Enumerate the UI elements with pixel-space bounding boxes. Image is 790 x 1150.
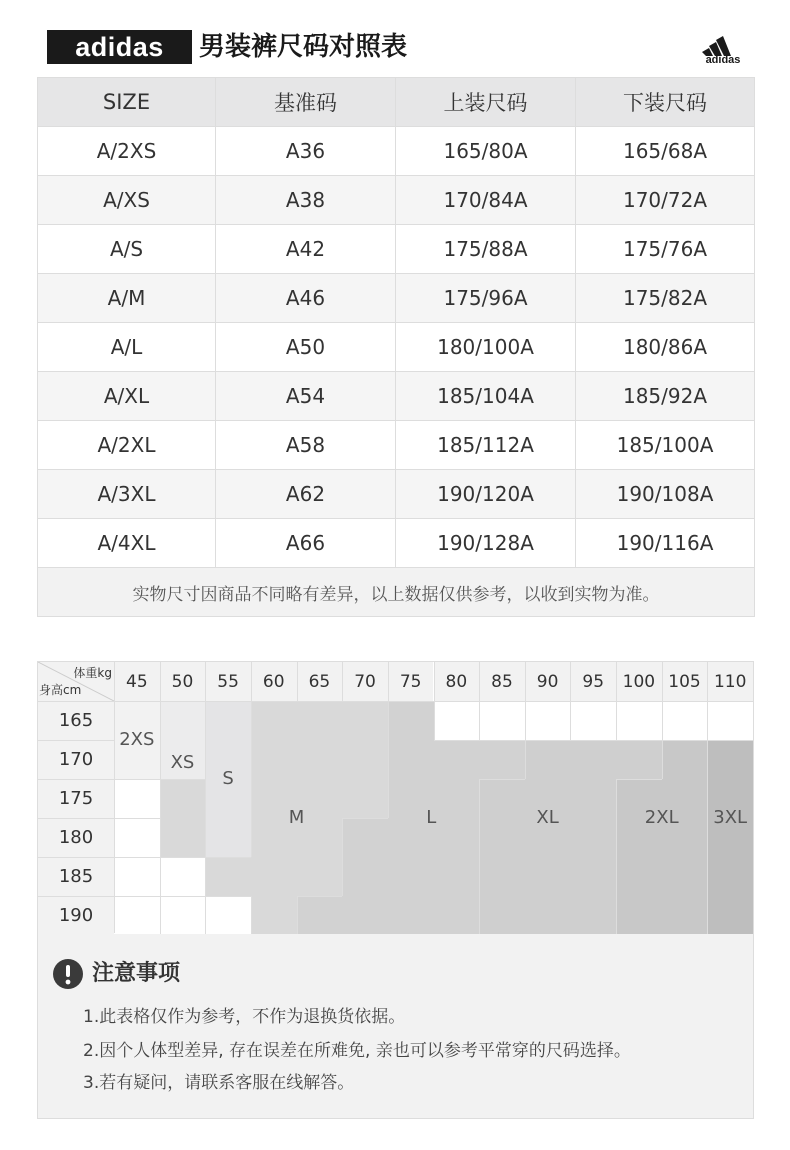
table-cell: 165/68A bbox=[576, 127, 755, 176]
size-cell-l bbox=[342, 857, 388, 897]
grid-line bbox=[38, 857, 114, 858]
table-row bbox=[38, 274, 755, 323]
weight-axis-label: 体重kg bbox=[73, 666, 112, 680]
size-region-label-l: L bbox=[426, 807, 437, 828]
weight-header-100: 100 bbox=[616, 662, 662, 701]
grid-line bbox=[479, 779, 480, 818]
logo-wordmark: adidas bbox=[705, 54, 741, 66]
table-cell: 190/116A bbox=[576, 519, 755, 568]
grid-line bbox=[662, 662, 663, 701]
size-cell-empty bbox=[114, 779, 160, 819]
table-cell: 175/82A bbox=[576, 274, 755, 323]
grid-line bbox=[205, 662, 206, 701]
grid-line bbox=[160, 818, 161, 857]
table-cell: 190/120A bbox=[396, 470, 576, 519]
size-cell-2xl bbox=[616, 857, 662, 897]
grid-line bbox=[616, 779, 662, 780]
table-cell: 175/96A bbox=[396, 274, 576, 323]
size-cell-l bbox=[297, 896, 343, 936]
grid-line bbox=[205, 857, 206, 896]
size-cell-l bbox=[388, 740, 434, 780]
grid-line bbox=[342, 662, 343, 701]
notes-item: 3.若有疑问，请联系客服在线解答。 bbox=[83, 1073, 355, 1093]
grid-line bbox=[707, 857, 708, 896]
table-row bbox=[38, 372, 755, 421]
grid-line bbox=[570, 740, 616, 741]
size-cell-xl bbox=[479, 896, 525, 936]
grid-line bbox=[38, 818, 114, 819]
grid-line bbox=[38, 896, 114, 897]
size-table-header-row bbox=[38, 78, 755, 127]
grid-line bbox=[205, 701, 206, 740]
size-region-label-xs: XS bbox=[170, 752, 195, 774]
size-cell-xl bbox=[570, 896, 616, 936]
size-cell-3xl bbox=[707, 857, 753, 897]
table-cell: A/3XL bbox=[38, 470, 216, 519]
table-cell: A/M bbox=[38, 274, 216, 323]
weight-header-75: 75 bbox=[388, 662, 434, 701]
grid-line bbox=[251, 896, 252, 935]
height-weight-size-chart bbox=[37, 661, 754, 934]
grid-line bbox=[388, 740, 389, 779]
notes-item: 2.因个人体型差异, 存在误差在所难免, 亲也可以参考平常穿的尺码选择。 bbox=[83, 1041, 631, 1061]
grid-line bbox=[616, 740, 662, 741]
table-cell: 185/112A bbox=[396, 421, 576, 470]
weight-header-45: 45 bbox=[114, 662, 160, 701]
size-cell-l bbox=[434, 857, 480, 897]
grid-line bbox=[707, 662, 708, 701]
col-header-base: 基准码 bbox=[216, 78, 396, 127]
grid-line bbox=[297, 896, 298, 935]
size-cell-m bbox=[160, 818, 206, 858]
table-cell: 190/108A bbox=[576, 470, 755, 519]
size-cell-xl bbox=[525, 740, 571, 780]
size-table-note-row bbox=[38, 568, 755, 617]
size-cell-l bbox=[434, 740, 480, 780]
grid-line bbox=[38, 740, 114, 741]
grid-line bbox=[38, 701, 753, 702]
grid-line bbox=[251, 662, 252, 701]
table-cell: A50 bbox=[216, 323, 396, 372]
table-cell: A62 bbox=[216, 470, 396, 519]
height-axis-label: 身高cm bbox=[39, 683, 82, 697]
size-region-label-xl: XL bbox=[536, 807, 559, 828]
size-cell-l bbox=[388, 701, 434, 741]
size-cell-empty bbox=[160, 857, 206, 897]
size-cell-m bbox=[297, 740, 343, 780]
grid-line bbox=[662, 701, 663, 740]
table-cell: A/L bbox=[38, 323, 216, 372]
table-cell: 180/100A bbox=[396, 323, 576, 372]
grid-line bbox=[616, 857, 617, 896]
size-table-note: 实物尺寸因商品不同略有差异，以上数据仅供参考，以收到实物为准。 bbox=[38, 568, 755, 617]
table-row bbox=[38, 421, 755, 470]
grid-corner bbox=[38, 662, 114, 701]
table-cell: 170/72A bbox=[576, 176, 755, 225]
weight-header-110: 110 bbox=[707, 662, 753, 701]
table-row bbox=[38, 225, 755, 274]
table-cell: A54 bbox=[216, 372, 396, 421]
table-cell: A36 bbox=[216, 127, 396, 176]
size-region-label-2xl: 2XL bbox=[644, 807, 679, 828]
size-cell-xl bbox=[570, 740, 616, 780]
grid-line bbox=[707, 740, 753, 741]
size-cell-empty bbox=[707, 701, 753, 741]
size-cell-l bbox=[342, 896, 388, 936]
size-cell-m bbox=[251, 896, 297, 936]
grid-line bbox=[342, 818, 388, 819]
grid-line bbox=[525, 740, 571, 741]
weight-header-85: 85 bbox=[479, 662, 525, 701]
table-cell: A/S bbox=[38, 225, 216, 274]
grid-line bbox=[434, 701, 435, 740]
grid-line bbox=[160, 896, 206, 897]
size-cell-xl bbox=[525, 896, 571, 936]
height-label-180: 180 bbox=[38, 818, 114, 857]
grid-line bbox=[205, 857, 251, 858]
grid-line bbox=[160, 896, 161, 935]
notes-title: 注意事项 bbox=[92, 961, 181, 986]
weight-header-70: 70 bbox=[342, 662, 388, 701]
size-cell-xl bbox=[479, 857, 525, 897]
notes-section bbox=[37, 934, 754, 1119]
grid-line bbox=[434, 662, 435, 701]
grid-line bbox=[160, 857, 206, 858]
table-cell: A/4XL bbox=[38, 519, 216, 568]
weight-header-80: 80 bbox=[434, 662, 480, 701]
size-cell-2xl bbox=[662, 896, 708, 936]
table-cell: 190/128A bbox=[396, 519, 576, 568]
notes-item: 1.此表格仅作为参考，不作为退换货依据。 bbox=[83, 1007, 406, 1027]
size-cell-m bbox=[251, 857, 297, 897]
size-cell-empty bbox=[434, 701, 480, 741]
grid-line bbox=[479, 662, 480, 701]
col-header-size: SIZE bbox=[38, 78, 216, 127]
grid-line bbox=[38, 779, 114, 780]
size-cell-xl bbox=[525, 857, 571, 897]
height-label-190: 190 bbox=[38, 896, 114, 935]
table-cell: A/2XS bbox=[38, 127, 216, 176]
table-cell: A/2XL bbox=[38, 421, 216, 470]
weight-header-105: 105 bbox=[662, 662, 708, 701]
grid-line bbox=[297, 662, 298, 701]
grid-line bbox=[479, 779, 525, 780]
grid-line bbox=[570, 701, 571, 740]
size-cell-empty bbox=[662, 701, 708, 741]
size-region-label-2xs: 2XS bbox=[119, 729, 155, 750]
table-cell: A/XL bbox=[38, 372, 216, 421]
grid-line bbox=[114, 779, 160, 780]
grid-line bbox=[479, 857, 480, 896]
brand-name-box: adidas bbox=[47, 30, 192, 64]
weight-header-55: 55 bbox=[205, 662, 251, 701]
size-region-label-s: S bbox=[222, 768, 234, 789]
exclamation-icon bbox=[52, 958, 84, 990]
size-cell-empty bbox=[114, 818, 160, 858]
size-cell-3xl bbox=[707, 740, 753, 780]
grid-line bbox=[616, 662, 617, 701]
grid-line bbox=[616, 896, 617, 935]
grid-line bbox=[114, 896, 160, 897]
grid-line bbox=[525, 662, 526, 701]
size-cell-s bbox=[205, 818, 251, 858]
size-cell-m bbox=[342, 779, 388, 819]
grid-line bbox=[297, 896, 343, 897]
table-row bbox=[38, 176, 755, 225]
table-cell: A58 bbox=[216, 421, 396, 470]
size-cell-empty bbox=[616, 701, 662, 741]
table-cell: A66 bbox=[216, 519, 396, 568]
grid-line bbox=[342, 818, 343, 857]
size-cell-s bbox=[205, 701, 251, 741]
weight-header-65: 65 bbox=[297, 662, 343, 701]
grid-line bbox=[616, 701, 617, 740]
size-table bbox=[37, 77, 755, 617]
size-cell-empty bbox=[570, 701, 616, 741]
grid-line bbox=[388, 701, 389, 740]
grid-line bbox=[388, 662, 389, 701]
height-label-185: 185 bbox=[38, 857, 114, 896]
table-row bbox=[38, 127, 755, 176]
size-cell-empty bbox=[160, 896, 206, 936]
table-row bbox=[38, 470, 755, 519]
size-cell-m bbox=[297, 701, 343, 741]
weight-header-95: 95 bbox=[570, 662, 616, 701]
grid-line bbox=[707, 896, 708, 935]
grid-line bbox=[616, 779, 617, 818]
size-cell-m bbox=[342, 740, 388, 780]
grid-line bbox=[205, 896, 251, 897]
grid-line bbox=[205, 818, 206, 857]
size-cell-m bbox=[251, 701, 297, 741]
table-cell: 170/84A bbox=[396, 176, 576, 225]
weight-header-90: 90 bbox=[525, 662, 571, 701]
grid-line bbox=[114, 857, 160, 858]
grid-line bbox=[525, 740, 526, 779]
size-cell-2xl bbox=[662, 857, 708, 897]
grid-line bbox=[525, 701, 526, 740]
weight-header-50: 50 bbox=[160, 662, 206, 701]
grid-line bbox=[342, 857, 343, 896]
size-cell-empty bbox=[205, 896, 251, 936]
height-label-165: 165 bbox=[38, 701, 114, 740]
size-cell-3xl bbox=[707, 896, 753, 936]
size-cell-m bbox=[205, 857, 251, 897]
grid-line bbox=[114, 662, 115, 933]
size-cell-l bbox=[388, 896, 434, 936]
col-header-top: 上装尺码 bbox=[396, 78, 576, 127]
height-label-175: 175 bbox=[38, 779, 114, 818]
table-cell: 185/92A bbox=[576, 372, 755, 421]
weight-header-60: 60 bbox=[251, 662, 297, 701]
grid-line bbox=[707, 701, 708, 740]
page-title: 男装裤尺码对照表 bbox=[199, 32, 408, 62]
grid-line bbox=[434, 740, 480, 741]
size-cell-empty bbox=[525, 701, 571, 741]
table-cell: A38 bbox=[216, 176, 396, 225]
grid-line bbox=[388, 779, 389, 818]
table-cell: A46 bbox=[216, 274, 396, 323]
grid-line bbox=[479, 701, 480, 740]
size-cell-empty bbox=[114, 857, 160, 897]
table-cell: 175/88A bbox=[396, 225, 576, 274]
table-cell: 180/86A bbox=[576, 323, 755, 372]
size-cell-l bbox=[434, 896, 480, 936]
size-cell-2xl bbox=[616, 896, 662, 936]
size-region-label-3xl: 3XL bbox=[713, 807, 748, 828]
size-cell-m bbox=[342, 701, 388, 741]
grid-line bbox=[662, 740, 708, 741]
grid-line bbox=[160, 857, 161, 896]
grid-line bbox=[616, 818, 617, 857]
table-cell: 175/76A bbox=[576, 225, 755, 274]
col-header-bottom: 下装尺码 bbox=[576, 78, 755, 127]
size-cell-2xl bbox=[662, 740, 708, 780]
grid-line bbox=[479, 896, 480, 935]
grid-line bbox=[479, 818, 480, 857]
size-cell-xl bbox=[570, 857, 616, 897]
grid-line bbox=[114, 818, 160, 819]
grid-line bbox=[205, 896, 206, 935]
table-cell: A42 bbox=[216, 225, 396, 274]
table-cell: 165/80A bbox=[396, 127, 576, 176]
grid-line bbox=[251, 701, 252, 740]
size-region-label-m: M bbox=[288, 807, 305, 828]
size-cell-m bbox=[297, 857, 343, 897]
grid-line bbox=[160, 779, 161, 818]
table-row bbox=[38, 519, 755, 568]
table-cell: A/XS bbox=[38, 176, 216, 225]
page-header bbox=[37, 24, 754, 70]
grid-line bbox=[251, 818, 252, 857]
grid-line bbox=[707, 740, 708, 779]
size-cell-l bbox=[342, 818, 388, 858]
size-cell-xl bbox=[616, 740, 662, 780]
size-cell-l bbox=[479, 740, 525, 780]
height-label-170: 170 bbox=[38, 740, 114, 779]
grid-line bbox=[479, 740, 525, 741]
size-cell-empty bbox=[114, 896, 160, 936]
table-cell: 185/100A bbox=[576, 421, 755, 470]
grid-line bbox=[662, 740, 663, 779]
size-cell-empty bbox=[479, 701, 525, 741]
size-cell-l bbox=[388, 857, 434, 897]
grid-line bbox=[570, 662, 571, 701]
table-cell: 185/104A bbox=[396, 372, 576, 421]
table-row bbox=[38, 323, 755, 372]
grid-line bbox=[160, 662, 161, 701]
